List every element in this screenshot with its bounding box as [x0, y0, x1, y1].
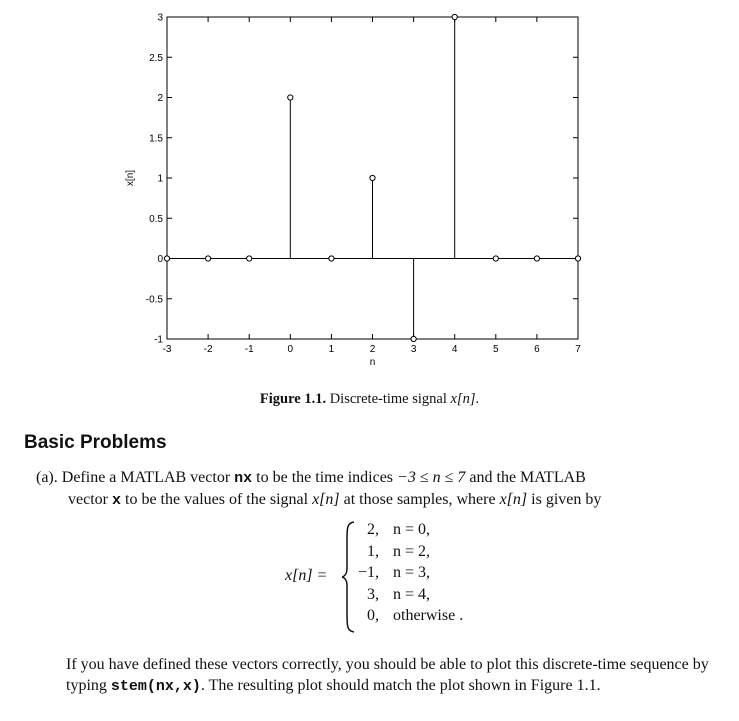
case-row: 3, n = 4,	[349, 586, 463, 608]
x-tick-label: 7	[575, 344, 581, 355]
x-tick-label: 4	[451, 344, 458, 355]
x-tick-label: -2	[203, 344, 213, 355]
x-tick-label: 6	[534, 344, 540, 355]
stem-marker	[288, 95, 293, 100]
x-tick-label: 1	[328, 344, 335, 355]
case-value: −1	[357, 564, 375, 581]
problem-a-text-3: and the MATLAB	[469, 469, 586, 486]
case-condition: n = 2,	[393, 542, 431, 560]
x-tick-label: 0	[287, 344, 294, 355]
problem-b-text-1: If you have defined these vectors correctly, you should be able to plot this discrete-time sequence by typing	[66, 656, 709, 694]
y-tick-label: 0	[157, 254, 163, 265]
problem-a-text-5: to be the values of the signal	[125, 491, 309, 508]
case-value: 0	[367, 607, 375, 624]
y-tick-label: -1	[154, 334, 163, 346]
case-condition: n = 4,	[393, 585, 431, 603]
range-expression: −3 ≤ n ≤ 7	[397, 469, 466, 486]
x-tick-label: -1	[244, 344, 254, 355]
problem-a-text-6: at those samples, where	[343, 491, 496, 508]
case-condition: n = 3,	[393, 564, 431, 581]
stem-marker	[329, 256, 334, 261]
x-tick-label: 5	[493, 344, 499, 355]
y-tick-label: -0.5	[145, 294, 163, 306]
problem-a-line-2	[36, 489, 726, 511]
stem-marker	[164, 256, 169, 261]
stem-marker	[370, 175, 375, 180]
problem-a-text-2: to be the time indices	[256, 469, 394, 486]
stem-marker	[411, 336, 416, 341]
caption-label: Figure 1.1.	[259, 391, 327, 407]
figure-caption	[0, 391, 739, 408]
problem-b-text	[66, 654, 726, 697]
y-tick-label: 2	[157, 93, 163, 104]
y-tick-label: 3	[157, 12, 163, 24]
case-row: 0, otherwise .	[349, 607, 463, 629]
caption-math: x[n]	[450, 391, 476, 407]
case-row: −1, n = 3,	[349, 564, 463, 586]
stem-marker	[206, 256, 211, 261]
caption-end: .	[475, 391, 480, 407]
stem-marker	[452, 14, 457, 19]
code-stem: stem(nx,x)	[110, 678, 201, 695]
stem-marker	[247, 256, 252, 261]
case-row: 1, n = 2,	[349, 543, 463, 565]
case-condition: otherwise .	[393, 607, 464, 624]
signal-math-2: x[n]	[499, 491, 528, 508]
x-tick-label: 3	[410, 344, 417, 355]
y-tick-label: 1	[157, 173, 163, 185]
stem-marker	[534, 256, 539, 261]
case-row: 2, n = 0,	[349, 521, 463, 543]
case-value: 3	[367, 585, 375, 603]
problem-b-text-2: . The resulting plot should match the plot shown in Figure 1.1.	[200, 677, 601, 694]
equation-cases	[349, 521, 463, 629]
section-heading: Basic Problems	[24, 432, 167, 453]
problem-a-text-4: vector	[68, 491, 108, 508]
y-axis-label: x[n]	[125, 169, 136, 187]
x-tick-label: 2	[369, 344, 376, 355]
equation-lhs: x[n] =	[285, 567, 328, 584]
x-tick-label: -3	[162, 344, 172, 355]
signal-math-1: x[n]	[312, 491, 340, 508]
y-tick-label: 1.5	[149, 133, 163, 145]
caption-text: Discrete-time signal	[329, 391, 447, 407]
problem-a-text-7: is given by	[531, 491, 602, 508]
case-value: 2	[367, 521, 375, 538]
x-axis-label: n	[369, 357, 376, 368]
piecewise-equation	[285, 518, 545, 638]
problem-a-text-1: Define a MATLAB vector	[61, 469, 231, 486]
code-x: x	[111, 492, 121, 509]
case-value: 1	[367, 542, 375, 560]
code-nx: nx	[234, 470, 253, 487]
stem-marker	[493, 256, 498, 261]
y-tick-label: 0.5	[149, 213, 163, 225]
stem-marker	[575, 256, 580, 261]
problem-a-label: (a).	[36, 469, 58, 486]
case-condition: n = 0,	[393, 521, 431, 538]
y-tick-label: 2.5	[149, 52, 163, 64]
problem-a-text	[36, 467, 726, 511]
